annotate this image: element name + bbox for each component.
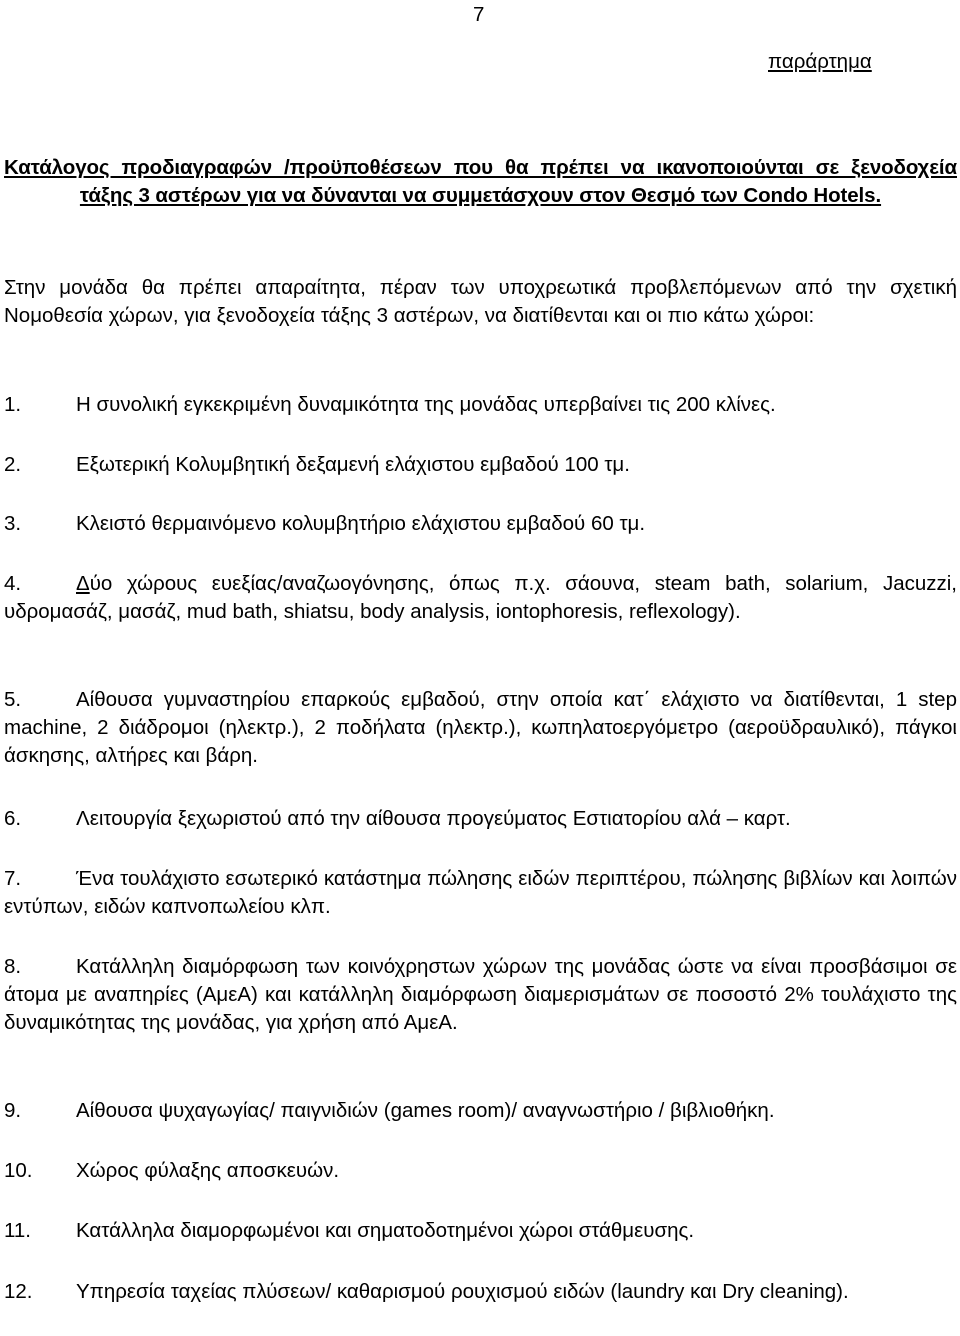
item-number: 12. bbox=[4, 1280, 33, 1303]
list-item bbox=[4, 1278, 957, 1306]
item-text-first-letter: Δ bbox=[76, 572, 90, 595]
item-text: Ένα τουλάχιστο εσωτερικό κατάστημα πώλησης ειδών περιπτέρου, πώλησης βιβλίων και λοιπών εντύπων, ειδών καπνοπωλείου κλπ. bbox=[4, 867, 957, 918]
item-text: Η συνολική εγκεκριμένη δυναμικότητα της μονάδας υπερβαίνει τις 200 κλίνες. bbox=[76, 393, 776, 416]
item-number: 4. bbox=[4, 572, 22, 595]
item-text: Αίθουσα ψυχαγωγίας/ παιγνιδιών (games room)/ αναγνωστήριο / βιβλιοθήκη. bbox=[76, 1099, 775, 1122]
item-text: Κατάλληλη διαμόρφωση των κοινόχρηστων χώρων της μονάδας ώστε να είναι προσβάσιμοι σε άτομα με αναπηρίες (ΑμεΑ) και κατάλληλη διαμόρφωση διαμερισμάτων σε ποσοστό 2% τουλάχιστο της δυναμικότητας της μονάδας, για χρήση από ΑμεΑ. bbox=[4, 955, 957, 1034]
item-text: Κλειστό θερμαινόμενο κολυμβητήριο ελάχιστου εμβαδού 60 τμ. bbox=[76, 512, 646, 535]
item-number: 5. bbox=[4, 688, 22, 711]
item-text: Χώρος φύλαξης αποσκευών. bbox=[76, 1159, 340, 1182]
item-text: Υπηρεσία ταχείας πλύσεων/ καθαρισμού ρουχισμού ειδών (laundry και Dry cleaning). bbox=[76, 1280, 849, 1303]
list-item bbox=[4, 1217, 957, 1245]
document-title: Κατάλογος προδιαγραφών /προϋποθέσεων που θα πρέπει να ικανοποιούνται σε ξενοδοχεία τάξης 3 αστέρων για να δύνανται να συμμετάσχουν στον Θεσμό των Condo Hotels. bbox=[4, 156, 957, 207]
item-text: Κατάλληλα διαμορφωμένοι και σηματοδοτημένοι χώροι στάθμευσης. bbox=[76, 1219, 695, 1242]
item-text: Λειτουργία ξεχωριστού από την αίθουσα προγεύματος Εστιατορίου αλά – καρτ. bbox=[76, 807, 791, 830]
list-item bbox=[4, 451, 957, 479]
list-item bbox=[4, 570, 957, 626]
item-text: ύο χώρους ευεξίας/αναζωογόνησης, όπως π.χ. σάουνα, steam bath, solarium, Jacuzzi, υδρομασάζ, μασάζ, mud bath, shiatsu, body analysis, iontophoresis, reflexology). bbox=[4, 572, 957, 623]
annex-label: παράρτημα bbox=[768, 50, 872, 73]
item-number: 9. bbox=[4, 1099, 22, 1122]
list-item bbox=[4, 805, 957, 833]
list-item bbox=[4, 1157, 957, 1185]
list-item bbox=[4, 510, 957, 538]
page-number: 7 bbox=[473, 3, 485, 26]
item-text: Εξωτερική Κολυμβητική δεξαμενή ελάχιστου εμβαδού 100 τμ. bbox=[76, 453, 630, 476]
item-number: 2. bbox=[4, 453, 22, 476]
intro-paragraph: Στην μονάδα θα πρέπει απαραίτητα, πέραν των υποχρεωτικά προβλεπόμενων από την σχετική Νομοθεσία χώρων, για ξενοδοχεία τάξης 3 αστέρων, να διατίθενται και οι πιο κάτω χώροι: bbox=[4, 276, 957, 327]
item-text: Αίθουσα γυμναστηρίου επαρκούς εμβαδού, στην οποία κατ΄ ελάχιστο να διατίθενται, 1 step machine, 2 διάδρομοι (ηλεκτρ.), 2 ποδήλατα (ηλεκτρ.), κωπηλατοεργόμετρο (αεροϋδραυλικό), πάγκοι άσκησης, αλτήρες και βάρη. bbox=[4, 688, 957, 767]
item-number: 1. bbox=[4, 393, 22, 416]
item-number: 3. bbox=[4, 512, 22, 535]
list-item bbox=[4, 1097, 957, 1125]
item-number: 11. bbox=[4, 1219, 31, 1242]
list-item bbox=[4, 391, 957, 419]
list-item bbox=[4, 686, 957, 770]
item-number: 10. bbox=[4, 1159, 33, 1182]
list-item bbox=[4, 953, 957, 1037]
list-item bbox=[4, 865, 957, 921]
item-number: 8. bbox=[4, 955, 22, 978]
item-number: 7. bbox=[4, 867, 22, 890]
item-number: 6. bbox=[4, 807, 22, 830]
